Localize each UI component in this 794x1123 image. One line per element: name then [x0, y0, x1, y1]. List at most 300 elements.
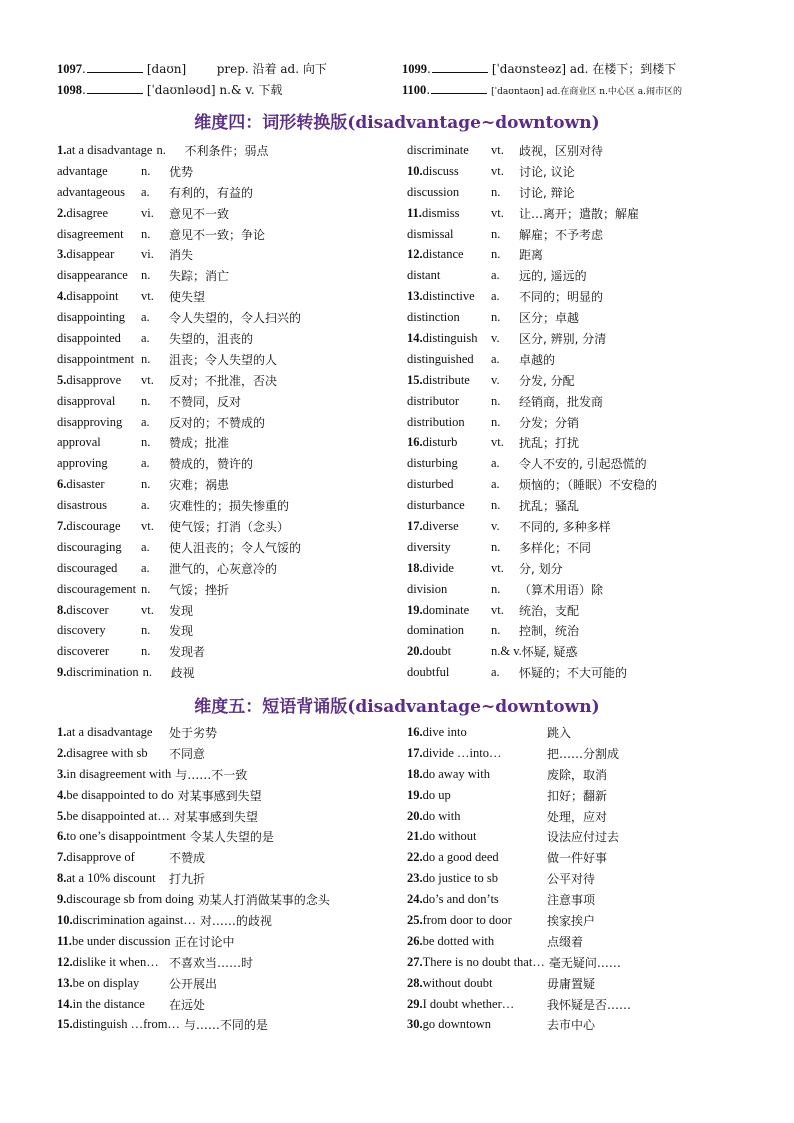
- word: disappearance: [57, 268, 128, 283]
- word: disapprove: [66, 372, 122, 387]
- section-4-right-column: [407, 140, 757, 683]
- meaning: 不利条件；弱点: [184, 143, 269, 158]
- phrase-number: 23.: [407, 871, 423, 886]
- word-cell: [57, 623, 137, 638]
- word-cell: [407, 477, 487, 492]
- phrase: dive into: [422, 724, 467, 739]
- top-row: [57, 79, 747, 100]
- word-row: [57, 328, 407, 349]
- phrase-number: 25.: [407, 912, 423, 927]
- word-row: [57, 203, 407, 224]
- answer-blank: [87, 82, 143, 94]
- phrase: I doubt whether…: [422, 996, 515, 1011]
- word-cell: [407, 540, 487, 555]
- part-of-speech: n.: [141, 435, 151, 450]
- meaning: 灾难；祸患: [169, 478, 230, 493]
- word: distributor: [407, 393, 460, 408]
- entry-number: 1097: [57, 62, 82, 76]
- part-of-speech: n.: [141, 644, 151, 659]
- meaning: 毫无疑问……: [548, 955, 621, 970]
- word: distinction: [407, 310, 460, 325]
- word-row: [407, 286, 757, 307]
- part-of-speech: n.: [491, 623, 501, 638]
- part-of-speech: a.: [491, 289, 500, 304]
- meaning: 跳入: [547, 725, 572, 740]
- word: division: [407, 581, 448, 596]
- meaning: 发现者: [169, 645, 206, 660]
- word-cell: [407, 331, 487, 346]
- word-number: 5.: [57, 372, 67, 387]
- part-of-speech: a.: [141, 184, 150, 199]
- word-cell: [57, 352, 137, 367]
- meaning: 区分, 辨别, 分清: [519, 331, 607, 346]
- word-row: [407, 182, 757, 203]
- meaning: 令人不安的, 引起恐慌的: [519, 457, 647, 472]
- word-row: [57, 244, 407, 265]
- word-row: [407, 203, 757, 224]
- meaning: 怀疑, 疑惑: [521, 645, 578, 660]
- section-5-right-column: [407, 722, 757, 1035]
- word-cell: [57, 519, 137, 534]
- part-of-speech: vt.: [491, 163, 504, 178]
- part-of-speech: vt.: [141, 518, 154, 533]
- part-of-speech: n.: [491, 539, 501, 554]
- word-row: [57, 474, 407, 495]
- meaning: 歧视: [170, 666, 195, 681]
- part-of-speech: vi.: [141, 247, 154, 262]
- word-cell: [407, 603, 487, 618]
- part-of-speech: n.: [142, 665, 152, 680]
- phrase-number: 6.: [57, 829, 67, 844]
- phrase-row: [407, 973, 757, 994]
- entry-text: [daʊn] prep. 沿着 ad. 向下: [146, 62, 327, 76]
- part-of-speech: vt.: [141, 372, 154, 387]
- phrase-cell: [57, 913, 196, 928]
- part-of-speech: n.: [491, 414, 501, 429]
- meaning: 扣好；翻新: [547, 788, 608, 803]
- word: disappoint: [66, 289, 119, 304]
- phrase-number: 5.: [57, 808, 67, 823]
- meaning: 去市中心: [547, 1018, 596, 1033]
- phrase: be on display: [72, 975, 140, 990]
- word-row: [57, 412, 407, 433]
- word-row: [57, 391, 407, 412]
- part-of-speech: a.: [141, 310, 150, 325]
- word: diversity: [407, 539, 451, 554]
- phrase-cell: [57, 746, 165, 761]
- word-cell: [57, 310, 137, 325]
- meaning: 与……不一致: [175, 767, 248, 782]
- word: distance: [422, 247, 464, 262]
- part-of-speech: vt.: [491, 205, 504, 220]
- phrase-row: [407, 910, 757, 931]
- word: approval: [57, 435, 101, 450]
- word-cell: [57, 582, 137, 597]
- word-cell: [57, 498, 137, 513]
- top-row: [57, 58, 747, 79]
- phrase: without doubt: [422, 975, 493, 990]
- phrase: dislike it when…: [72, 954, 159, 969]
- phrase-cell: [407, 725, 543, 740]
- phrase: at a disadvantage: [66, 724, 153, 739]
- phrase-row: [407, 743, 757, 764]
- word-row: [57, 286, 407, 307]
- word-row: [57, 495, 407, 516]
- word-cell: [57, 268, 137, 283]
- part-of-speech: n.: [491, 393, 501, 408]
- answer-blank: [87, 61, 143, 73]
- phrase-cell: [407, 850, 543, 865]
- phrase-number: 1.: [57, 724, 67, 739]
- word-number: 13.: [407, 289, 423, 304]
- meaning: 赞成的，赞许的: [169, 457, 254, 472]
- meaning: 解雇；不予考虑: [519, 227, 604, 242]
- phrase-cell: [407, 892, 543, 907]
- word: discuss: [422, 163, 459, 178]
- word-cell: [407, 206, 487, 221]
- part-of-speech: n.: [141, 226, 151, 241]
- word: distant: [407, 268, 441, 283]
- meaning: 有利的，有益的: [169, 185, 254, 200]
- phrase-number: 29.: [407, 996, 423, 1011]
- word-row: [57, 537, 407, 558]
- word: disturbance: [407, 498, 465, 513]
- phrase-cell: [57, 1017, 180, 1032]
- meaning: 令某人失望的是: [189, 830, 274, 845]
- meaning: 不同的, 多种多样: [519, 519, 611, 534]
- word: distinctive: [422, 289, 475, 304]
- meaning: 多样化；不同: [519, 540, 592, 555]
- part-of-speech: n.: [491, 226, 501, 241]
- section-4-table: [57, 140, 757, 683]
- meaning: 不同意: [169, 746, 206, 761]
- word-cell: [57, 644, 137, 659]
- meaning: 对某事感到失望: [173, 809, 258, 824]
- word: dismiss: [421, 205, 460, 220]
- phrase-cell: [407, 976, 543, 991]
- word-row: [57, 579, 407, 600]
- word-cell: [407, 394, 487, 409]
- word-row: [57, 182, 407, 203]
- phrase: do a good deed: [422, 850, 499, 865]
- meaning: 处于劣势: [169, 725, 218, 740]
- phrase: discrimination against…: [72, 912, 196, 927]
- phrase-number: 12.: [57, 954, 73, 969]
- entry-number: 1098: [57, 83, 82, 97]
- phrase: There is no doubt that…: [422, 954, 545, 969]
- part-of-speech: a.: [491, 456, 500, 471]
- phrase: do without: [422, 829, 477, 844]
- word: discouragement: [57, 581, 137, 596]
- word-number: 9.: [57, 665, 67, 680]
- meaning: 扰乱；打扰: [519, 436, 580, 451]
- meaning: 毋庸置疑: [547, 976, 596, 991]
- word-cell: [407, 561, 487, 576]
- meaning: 对……的歧视: [199, 913, 272, 928]
- word-row: [407, 391, 757, 412]
- word-row: [57, 307, 407, 328]
- word: disappointment: [57, 351, 135, 366]
- word-row: [57, 453, 407, 474]
- part-of-speech: a.: [141, 414, 150, 429]
- meaning: 在远处: [169, 997, 206, 1012]
- phrase: to one’s disappointment: [66, 829, 186, 844]
- word: doubt: [422, 644, 452, 659]
- meaning: 发现: [169, 603, 194, 618]
- phrase: do justice to sb: [422, 871, 498, 886]
- meaning: 废除，取消: [547, 767, 608, 782]
- part-of-speech: vt.: [491, 602, 504, 617]
- word: discouraging: [57, 539, 122, 554]
- word-number: 12.: [407, 247, 423, 262]
- meaning: 失望的，沮丧的: [169, 331, 254, 346]
- phrase-cell: [407, 955, 545, 970]
- word-row: [407, 432, 757, 453]
- entry-text: [ˈdaʊnsteəz] ad. 在楼下；到楼下: [491, 62, 677, 76]
- word-number: 18.: [407, 560, 423, 575]
- word-cell: [407, 289, 487, 304]
- meaning: 不赞成: [169, 851, 206, 866]
- word: approving: [57, 456, 108, 471]
- word-cell: [407, 227, 487, 242]
- phrase-number: 10.: [57, 912, 73, 927]
- word-row: [407, 349, 757, 370]
- phrase-row: [57, 826, 407, 847]
- word-cell: [407, 644, 487, 659]
- phrase-cell: [57, 850, 165, 865]
- part-of-speech: vt.: [491, 435, 504, 450]
- meaning: 注意事项: [547, 893, 596, 908]
- word-row: [407, 600, 757, 621]
- phrase-row: [407, 868, 757, 889]
- meaning: 设法应付过去: [547, 830, 620, 845]
- phrase-cell: [57, 725, 165, 740]
- word: discrimination: [66, 665, 139, 680]
- word-cell: [57, 373, 137, 388]
- answer-blank: [431, 82, 487, 94]
- phrase-cell: [57, 892, 194, 907]
- part-of-speech: a.: [141, 498, 150, 513]
- phrase: in disagreement with: [66, 766, 172, 781]
- phrase-row: [407, 931, 757, 952]
- word-cell: [407, 415, 487, 430]
- word-number: 3.: [57, 247, 67, 262]
- meaning: 统治，支配: [519, 603, 580, 618]
- entry-number: 1100: [402, 82, 427, 97]
- phrase-row: [57, 889, 407, 910]
- phrase-row: [407, 785, 757, 806]
- word: disappointed: [57, 330, 121, 345]
- word: domination: [407, 623, 464, 638]
- phrase-row: [407, 889, 757, 910]
- word-row: [407, 161, 757, 182]
- part-of-speech: v.: [491, 372, 500, 387]
- phrase-number: 7.: [57, 850, 67, 865]
- meaning: 与……不同的是: [183, 1018, 268, 1033]
- word-cell: [57, 665, 139, 680]
- word-cell: [57, 185, 137, 200]
- phrase-number: 20.: [407, 808, 423, 823]
- word: advantage: [57, 163, 108, 178]
- part-of-speech: n.: [491, 247, 501, 262]
- meaning: 劝某人打消做某事的念头: [197, 893, 330, 908]
- word-row: [57, 140, 407, 161]
- phrase-row: [407, 952, 757, 973]
- word-row: [407, 244, 757, 265]
- word-row: [57, 224, 407, 245]
- entry-number: 1099: [402, 62, 427, 76]
- entry-text: [ˈdaʊntaʊn] ad.在商业区 n.中心区 a.闹市区的: [491, 86, 682, 97]
- phrase-number: 27.: [407, 954, 423, 969]
- word-cell: [407, 665, 487, 680]
- phrase-row: [57, 847, 407, 868]
- meaning: 意见不一致: [169, 206, 230, 221]
- word-cell: [57, 164, 137, 179]
- meaning: 赞成；批准: [169, 436, 230, 451]
- top-entry: [402, 82, 747, 98]
- part-of-speech: a.: [141, 456, 150, 471]
- part-of-speech: vt.: [141, 289, 154, 304]
- word-row: [57, 600, 407, 621]
- meaning: 远的, 遥远的: [519, 269, 587, 284]
- part-of-speech: a.: [491, 351, 500, 366]
- word-cell: [407, 498, 487, 513]
- word-number: 15.: [407, 372, 423, 387]
- meaning: 对某事感到失望: [177, 788, 262, 803]
- word: at a disadvantage: [66, 142, 153, 157]
- word-row: [57, 620, 407, 641]
- meaning: 不同的；明显的: [519, 290, 604, 305]
- part-of-speech: n.: [141, 268, 151, 283]
- phrase-row: [57, 910, 407, 931]
- phrase-cell: [57, 788, 174, 803]
- phrase-number: 19.: [407, 787, 423, 802]
- word-number: 11.: [407, 205, 422, 220]
- word-row: [57, 265, 407, 286]
- phrase: be disappointed to do: [66, 787, 174, 802]
- word-cell: [407, 143, 487, 158]
- phrase-row: [57, 952, 407, 973]
- word-cell: [407, 164, 487, 179]
- meaning: 分发；分销: [519, 415, 580, 430]
- word: dominate: [422, 602, 470, 617]
- meaning: 灾难性的；损失惨重的: [169, 499, 290, 514]
- part-of-speech: n.: [491, 184, 501, 199]
- word-row: [57, 161, 407, 182]
- meaning: （算术用语）除: [519, 582, 604, 597]
- phrase-number: 14.: [57, 996, 73, 1011]
- word-row: [57, 641, 407, 662]
- phrase: do with: [422, 808, 461, 823]
- word: disapproval: [57, 393, 116, 408]
- word-cell: [57, 415, 137, 430]
- part-of-speech: a.: [491, 477, 500, 492]
- phrase: be disappointed at…: [66, 808, 170, 823]
- word-row: [407, 579, 757, 600]
- word-cell: [57, 206, 137, 221]
- word: discussion: [407, 184, 460, 199]
- phrase-row: [57, 743, 407, 764]
- word-number: 4.: [57, 289, 67, 304]
- meaning: 气馁；挫折: [169, 582, 230, 597]
- word: discouraged: [57, 560, 118, 575]
- meaning: 正在讨论中: [174, 934, 235, 949]
- word-cell: [57, 247, 137, 262]
- phrase: distinguish …from…: [72, 1017, 180, 1032]
- word-row: [407, 307, 757, 328]
- word-number: 2.: [57, 205, 67, 220]
- phrase-number: 18.: [407, 766, 423, 781]
- word-cell: [407, 352, 487, 367]
- word: disagreement: [57, 226, 124, 241]
- word: distribute: [422, 372, 470, 387]
- phrase-number: 21.: [407, 829, 423, 844]
- phrase-row: [57, 722, 407, 743]
- meaning: 不赞同，反对: [169, 394, 242, 409]
- meaning: 讨论, 辩论: [519, 185, 575, 200]
- word: discourage: [66, 518, 121, 533]
- phrase-row: [57, 764, 407, 785]
- word-number: 10.: [407, 163, 423, 178]
- phrase-row: [407, 826, 757, 847]
- meaning: 沮丧；令人失望的人: [169, 352, 278, 367]
- phrase-cell: [57, 976, 165, 991]
- phrase-row: [57, 1014, 407, 1035]
- part-of-speech: vt.: [491, 142, 504, 157]
- section-5-table: [57, 722, 757, 1035]
- phrase-cell: [407, 913, 543, 928]
- phrase-cell: [407, 767, 543, 782]
- word-row: [407, 370, 757, 391]
- meaning: 使人沮丧的；令人气馁的: [169, 540, 302, 555]
- phrase-row: [57, 994, 407, 1015]
- word: disturbed: [407, 477, 454, 492]
- word-number: 16.: [407, 435, 423, 450]
- meaning: 距离: [519, 248, 544, 263]
- section-title-4: 维度四：词形转换版(disadvantage~downtown): [194, 113, 600, 133]
- phrase-number: 9.: [57, 892, 67, 907]
- word-row: [407, 537, 757, 558]
- phrase-number: 8.: [57, 871, 67, 886]
- word-row: [407, 453, 757, 474]
- meaning: 优势: [169, 164, 194, 179]
- phrase-cell: [407, 934, 543, 949]
- entry-dot: .: [82, 62, 86, 76]
- word: disastrous: [57, 498, 107, 513]
- part-of-speech: v.: [491, 330, 500, 345]
- word-cell: [57, 456, 137, 471]
- part-of-speech: n.& v.: [491, 644, 522, 659]
- meaning: 分发, 分配: [519, 373, 575, 388]
- word: discover: [66, 602, 109, 617]
- word: disapproving: [57, 414, 123, 429]
- word-number: 7.: [57, 518, 67, 533]
- phrase-cell: [57, 955, 165, 970]
- top-entry: [57, 60, 402, 77]
- meaning: 反对；不批准，否决: [169, 373, 278, 388]
- part-of-speech: n.: [491, 310, 501, 325]
- part-of-speech: vt.: [491, 560, 504, 575]
- phrase-number: 30.: [407, 1017, 423, 1032]
- word-row: [407, 265, 757, 286]
- word-row: [407, 412, 757, 433]
- phrase-cell: [57, 809, 170, 824]
- word-cell: [407, 268, 487, 283]
- phrase-number: 24.: [407, 892, 423, 907]
- meaning: 发现: [169, 624, 194, 639]
- phrase-cell: [57, 829, 186, 844]
- word-cell: [57, 603, 137, 618]
